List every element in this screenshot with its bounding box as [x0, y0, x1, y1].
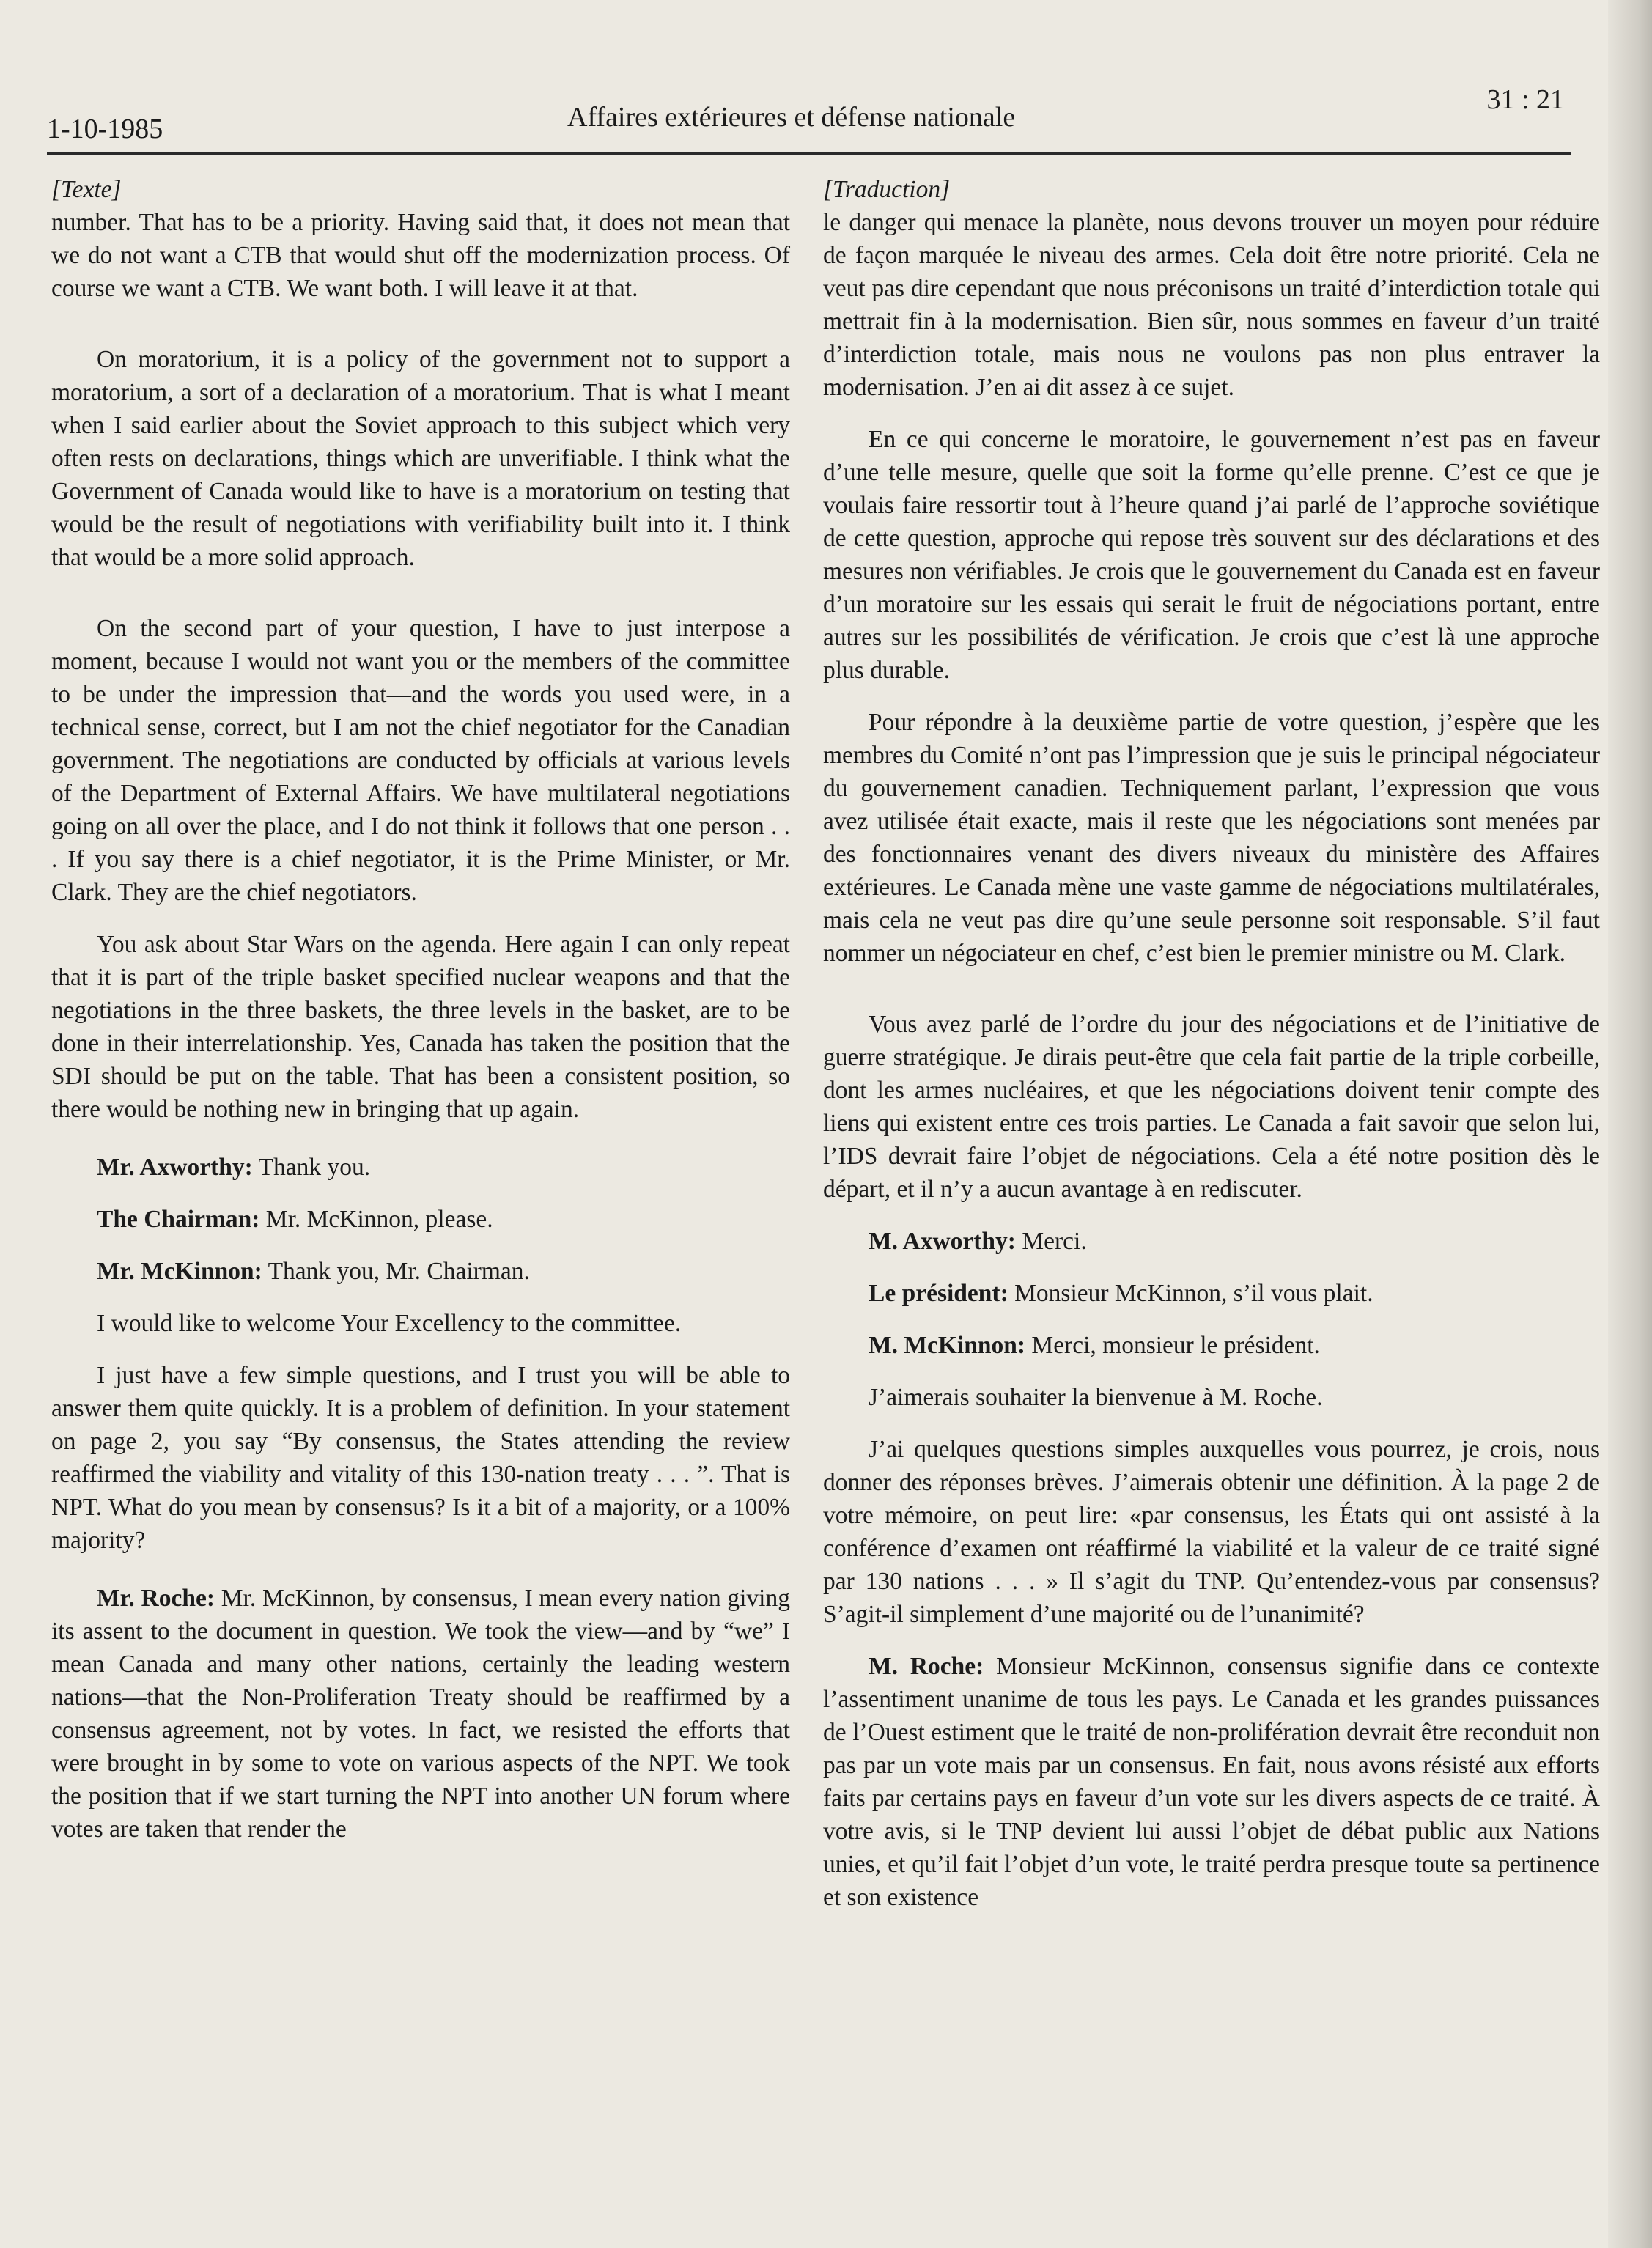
- speaker-line: [823, 1225, 1600, 1258]
- speaker-name: Mr. McKinnon:: [97, 1258, 262, 1285]
- english-column: [51, 173, 790, 1846]
- paragraph: On moratorium, it is a policy of the government not to support a moratorium, a sort of a declaration of a moratorium. That is what I meant when I said earlier about the Soviet approach to this subject which very often rests on declarations, things which are unverifiable. I think what the Government of Canada would like to have is a moratorium on testing that would be the result of negotiations with verifiability built into it. I think that would be a more solid approach.: [51, 346, 790, 571]
- paragraph: J’aimerais souhaiter la bienvenue à M. Roche.: [869, 1384, 1323, 1411]
- speech-text: Thank you, Mr. Chairman.: [262, 1258, 530, 1285]
- paragraph: Vous avez parlé de l’ordre du jour des négociations et de l’initiative de guerre stratégique. Je dirais peut-être que cela fait partie de la triple corbeille, dont les armes nucléaires, et que les négociations doivent tenir compte des liens qui existent entre ces trois parties. Le Canada a fait savoir que selon lui, l’IDS devrait faire l’objet de négociations. Cela a été notre position dès le départ, et il n’y a aucun avantage à en rediscuter.: [823, 1011, 1600, 1203]
- paragraph: You ask about Star Wars on the agenda. Here again I can only repeat that it is part of the triple basket specified nuclear weapons and that the negotiations in the three baskets, the three levels in the basket, are to be done in their interrelationship. Yes, Canada has taken the position that the SDI should be put on the table. That has been a consistent position, so there would be nothing new in bringing that up again.: [51, 931, 790, 1123]
- language-tag: [Texte]: [51, 176, 122, 203]
- speech-text: Monsieur McKinnon, s’il vous plait.: [1008, 1280, 1373, 1307]
- header-title: Affaires extérieures et défense nationale: [567, 102, 1016, 133]
- header-page-number: 31 : 21: [1486, 84, 1564, 115]
- speech-text: Mr. McKinnon, please.: [259, 1206, 493, 1233]
- speaker-line: [51, 1582, 790, 1846]
- speaker-name: The Chairman:: [97, 1206, 260, 1233]
- speech-text: Merci, monsieur le président.: [1025, 1332, 1320, 1359]
- speaker-line: [51, 1203, 790, 1236]
- speaker-line: [823, 1329, 1600, 1362]
- speaker-name: Mr. Axworthy:: [97, 1154, 253, 1181]
- paragraph: I would like to welcome Your Excellency to the committee.: [97, 1310, 682, 1337]
- page-edge-shadow: [1608, 0, 1652, 2248]
- french-column: [823, 173, 1600, 1914]
- speaker-line: [51, 1151, 790, 1184]
- paragraph: En ce qui concerne le moratoire, le gouvernement n’est pas en faveur d’une telle mesure, quelle que soit la forme qu’elle prenne. C’est ce que je voulais faire ressortir tout à l’heure quand j’ai parlé de l’approche soviétique de cette question, approche qui repose très souvent sur des déclarations et des mesures non vérifiables. Je crois que le gouvernement du Canada est en faveur d’un moratoire sur les essais qui serait le fruit de négociations portant, entre autres sur les possibilités de vérification. Je crois que c’est là une approche plus durable.: [823, 426, 1600, 684]
- speaker-line: [823, 1277, 1600, 1310]
- speaker-name: Mr. Roche:: [97, 1585, 215, 1612]
- paragraph: J’ai quelques questions simples auxquelles vous pourrez, je crois, nous donner des réponses brèves. J’aimerais obtenir une définition. À la page 2 de votre mémoire, on peut lire: «par consensus, les États qui ont assisté à la conférence d’examen ont réaffirmé la viabilité et la valeur de ce traité signé par 130 nations . . . » Il s’agit du TNP. Qu’entendez-vous par consensus? S’agit-il simplement d’une majorité ou de l’unanimité?: [823, 1436, 1600, 1628]
- speaker-line: [823, 1650, 1600, 1914]
- paragraph: Pour répondre à la deuxième partie de votre question, j’espère que les membres du Comité n’ont pas l’impression que je suis le principal négociateur du gouvernement canadien. Techniquement parlant, l’expression que vous avez utilisée était exacte, mais il reste que les négociations sont menées par des fonctionnaires venant des divers niveaux du ministère des Affaires extérieures. Le Canada mène une vaste gamme de négociations multilatérales, mais cela ne veut pas dire qu’une seule personne soit responsable. S’il faut nommer un négociateur en chef, c’est bien le premier ministre ou M. Clark.: [823, 709, 1600, 967]
- paragraph: I just have a few simple questions, and I trust you will be able to answer them quite quickly. It is a problem of definition. In your statement on page 2, you say “By consensus, the States attending the review reaffirmed the viability and vitality of this 130-nation treaty . . . ”. That is NPT. What do you mean by consensus? Is it a bit of a majority, or a 100% majority?: [51, 1362, 790, 1554]
- speaker-line: [51, 1255, 790, 1288]
- speaker-name: M. McKinnon:: [869, 1332, 1026, 1359]
- speaker-name: M. Roche:: [869, 1653, 984, 1680]
- language-tag: [Traduction]: [823, 176, 951, 203]
- paragraph: le danger qui menace la planète, nous devons trouver un moyen pour réduire de façon marquée le niveau des armes. Cela doit être notre priorité. Cela ne veut pas dire cependant que nous préconisons un traité d’interdiction totale qui mettrait fin à la modernisation. Bien sûr, nous sommes en faveur d’un traité d’interdiction totale, mais nous ne voulons pas non plus entraver la modernisation. J’en ai dit assez à ce sujet.: [823, 209, 1600, 401]
- speaker-name: Le président:: [869, 1280, 1008, 1307]
- speech-text: Thank you.: [252, 1154, 371, 1181]
- speech-text: Merci.: [1015, 1228, 1087, 1255]
- speech-text: Monsieur McKinnon, consensus signifie dans ce contexte l’assentiment unanime de tous les pays. Le Canada et les grandes puissances de l’Ouest estiment que le traité de non-prolifération devrait être reconduit non pas par un vote mais par un consensus. En fait, nous avons résisté aux efforts faits par certains pays en faveur d’un vote sur les divers aspects de ce traité. À votre avis, si le TNP devient lui aussi l’objet de débat public aux Nations unies, et qu’il fait l’objet d’un vote, le traité perdra presque toute sa pertinence et son existence: [823, 1653, 1600, 1911]
- speaker-name: M. Axworthy:: [869, 1228, 1016, 1255]
- page-header: [47, 79, 1571, 155]
- paragraph: number. That has to be a priority. Having said that, it does not mean that we do not want a CTB that would shut off the modernization process. Of course we want a CTB. We want both. I will leave it at that.: [51, 209, 790, 302]
- header-date: 1-10-1985: [47, 114, 163, 144]
- paragraph: On the second part of your question, I have to just interpose a moment, because I would not want you or the members of the committee to be under the impression that—and the words you used were, in a technical sense, correct, but I am not the chief negotiator for the Canadian government. The negotiations are conducted by officials at various levels of the Department of External Affairs. We have multilateral negotiations going on all over the place, and I do not think it follows that one person . . . If you say there is a chief negotiator, it is the Prime Minister, or Mr. Clark. They are the chief negotiators.: [51, 615, 790, 906]
- speech-text: Mr. McKinnon, by consensus, I mean every nation giving its assent to the document in question. We took the view—and by “we” I mean Canada and many other nations, certainly the leading western nations—that the Non-Proliferation Treaty should be reaffirmed by a consensus agreement, not by votes. In fact, we resisted the efforts that were brought in by some to vote on various aspects of the NPT. We took the position that if we start turning the NPT into another UN forum where votes are taken that render the: [51, 1585, 790, 1843]
